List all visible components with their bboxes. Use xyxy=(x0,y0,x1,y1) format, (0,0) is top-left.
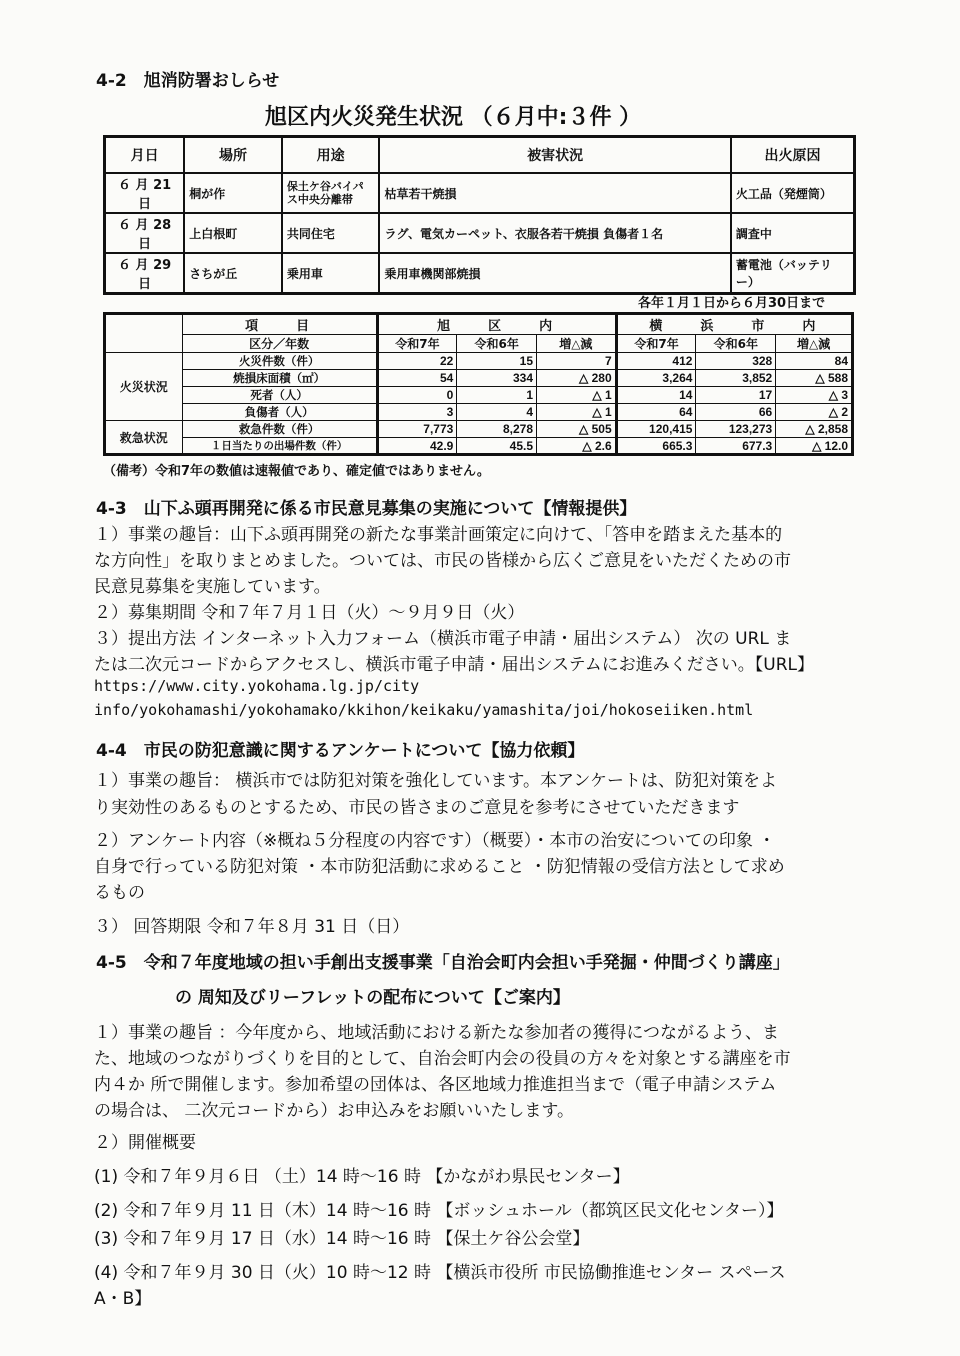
value-cell: △ 280 xyxy=(537,370,617,387)
header-date: 月日 xyxy=(105,137,185,174)
schedule-item: (4) 令和７年９月 30 日（火）10 時～12 時 【横浜市役所 市民協働推進センター スペース xyxy=(94,1263,786,1283)
value-cell: 66 xyxy=(696,404,776,421)
cell-damage: ラグ、電気カーペット、衣服各若干焼損 負傷者１名 xyxy=(379,213,730,253)
row-label: 死者（人） xyxy=(182,387,377,404)
cell-cause: 調査中 xyxy=(731,213,855,253)
table-row xyxy=(105,421,853,438)
section-4-3-heading: 4-3 山下ふ頭再開発に係る市民意見募集の実施について【情報提供】 xyxy=(96,499,637,519)
fire-ems-statistics-table xyxy=(103,312,854,456)
table-row xyxy=(105,213,855,253)
row-label: 焼損床面積（㎡） xyxy=(182,370,377,387)
value-cell: 22 xyxy=(377,353,457,370)
paragraph-line: ２）アンケート内容（※概ね５分程度の内容です）（概要）・本市の治安についての印象 ・ xyxy=(94,831,776,851)
fire-incidents-table xyxy=(103,135,856,295)
value-cell: △ 505 xyxy=(537,421,617,438)
year-header: 増△減 xyxy=(776,335,853,353)
section-4-5-heading: 4-5 令和７年度地域の担い手創出支援事業「自治会町内会担い手発掘・仲間づくり講座」 xyxy=(96,953,790,973)
value-cell: 15 xyxy=(457,353,537,370)
value-cell: 3 xyxy=(377,404,457,421)
value-cell: 3,264 xyxy=(616,370,696,387)
value-cell: 3,852 xyxy=(696,370,776,387)
asahi-group-header: 旭 区 内 xyxy=(377,314,616,335)
schedule-item: (2) 令和７年９月 11 日（木）14 時～16 時 【ボッシュホール（都筑区民文化センター）】 xyxy=(94,1201,784,1221)
value-cell: 8,278 xyxy=(457,421,537,438)
value-cell: 45.5 xyxy=(457,438,537,455)
value-cell: 665.3 xyxy=(616,438,696,455)
value-cell: △ 2,858 xyxy=(776,421,853,438)
row-label: １日当たりの出場件数（件） xyxy=(182,438,377,455)
cell-use: 共同住宅 xyxy=(282,213,380,253)
paragraph-line: ２）募集期間 令和７年７月１日（火）～９月９日（火） xyxy=(94,603,525,623)
url-line[interactable]: https://www.city.yokohama.lg.jp/city xyxy=(94,677,420,695)
cell-use: 乗用車 xyxy=(282,253,380,294)
table-row xyxy=(105,387,853,404)
paragraph-line: 民意見募集を実施しています。 xyxy=(94,577,331,597)
cell-damage: 枯草若干焼損 xyxy=(379,173,730,213)
blank-corner xyxy=(105,314,183,353)
paragraph-line: の場合は、 二次元コードから）お申込みをお願いいたします。 xyxy=(94,1101,575,1121)
cell-place: 上白根町 xyxy=(184,213,282,253)
value-cell: 4 xyxy=(457,404,537,421)
header-place: 場所 xyxy=(184,137,282,174)
value-cell: △ 588 xyxy=(776,370,853,387)
value-cell: 334 xyxy=(457,370,537,387)
paragraph-line: り実効性のあるものとするため、市民の皆さまのご意見を参考にさせていただきます xyxy=(94,798,740,818)
table-row xyxy=(105,353,853,370)
paragraph-line: １）事業の趣旨 ：今年度から、地域活動における新たな参加者の獲得につながるよう、ま xyxy=(94,1023,780,1043)
cell-use: 保土ケ谷バイパス中央分離帯 xyxy=(282,173,380,213)
division-header: 区分／年数 xyxy=(182,335,377,353)
paragraph-line: たは二次元コードからアクセスし、横浜市電子申請・届出システムにお進みください。【URL】 xyxy=(94,655,815,675)
paragraph-line: ３） 回答期限 令和７年８月 31 日（日） xyxy=(94,917,410,937)
header-damage: 被害状況 xyxy=(379,137,730,174)
value-cell: △ 1 xyxy=(537,387,617,404)
url-line[interactable]: info/yokohamashi/yokohamako/kkihon/keikaku/yamashita/joi/hokoseiiken.html xyxy=(94,701,754,719)
section-4-5-heading-cont: の 周知及びリーフレットの配布について【ご案内】 xyxy=(175,988,570,1008)
paragraph-line: 自身で行っている防犯対策 ・本市防犯活動に求めること ・防犯情報の受信方法として求め xyxy=(94,857,785,877)
schedule-item: (1) 令和７年９月６日 （土）14 時～16 時 【かながわ県民センター】 xyxy=(94,1167,630,1187)
row-label: 負傷者（人） xyxy=(182,404,377,421)
table-row xyxy=(105,173,855,213)
cell-place: 桐が作 xyxy=(184,173,282,213)
schedule-item: (3) 令和７年９月 17 日（水）14 時～16 時 【保土ケ谷公会堂】 xyxy=(94,1229,590,1249)
value-cell: 64 xyxy=(616,404,696,421)
value-cell: 14 xyxy=(616,387,696,404)
period-note: 各年１月１日から６月30日まで xyxy=(638,296,826,311)
paragraph-line: た、地域のつながりづくりを目的として、自治会町内会の役員の方々を対象とする講座を市 xyxy=(94,1049,791,1069)
section-4-4-heading: 4-4 市民の防犯意識に関するアンケートについて【協力依頼】 xyxy=(96,741,585,761)
fire-table-header-row xyxy=(105,137,855,174)
cell-date: ６ 月 28 日 xyxy=(105,213,185,253)
category-fire: 火災状況 xyxy=(105,353,183,421)
value-cell: 17 xyxy=(696,387,776,404)
value-cell: 1 xyxy=(457,387,537,404)
paragraph-line: １）事業の趣旨：山下ふ頭再開発の新たな事業計画策定に向けて、「答申を踏まえた基本的 xyxy=(94,525,783,545)
paragraph-line: １）事業の趣旨： 横浜市では防犯対策を強化しています。本アンケートは、防犯対策をよ xyxy=(94,771,778,791)
remark: （備考）令和7年の数値は速報値であり、確定値ではありません。 xyxy=(103,464,490,479)
value-cell: 84 xyxy=(776,353,853,370)
row-label: 救急件数（件） xyxy=(182,421,377,438)
paragraph-line: ３）提出方法 インターネット入力フォーム（横浜市電子申請・届出システム） 次の URL ま xyxy=(94,629,792,649)
year-header: 令和7年 xyxy=(616,335,696,353)
header-use: 用途 xyxy=(282,137,380,174)
cell-date: ６ 月 29 日 xyxy=(105,253,185,294)
value-cell: △ 1 xyxy=(537,404,617,421)
cell-cause: 火工品（発煙筒） xyxy=(731,173,855,213)
table-row xyxy=(105,370,853,387)
value-cell: △ 2.6 xyxy=(537,438,617,455)
category-ems: 救急状況 xyxy=(105,421,183,455)
cell-damage: 乗用車機関部焼損 xyxy=(379,253,730,294)
value-cell: △ 3 xyxy=(776,387,853,404)
paragraph-line: ２）開催概要 xyxy=(94,1133,196,1153)
value-cell: △ 12.0 xyxy=(776,438,853,455)
cell-cause: 蓄電池（バッテリー） xyxy=(731,253,855,294)
paragraph-line: るもの xyxy=(94,883,145,903)
item-header: 項 目 xyxy=(182,314,377,335)
paragraph-line: な方向性」を取りまとめました。ついては、市民の皆様から広くご意見をいただくための市 xyxy=(94,551,791,571)
fire-status-title: 旭区内火災発生状況 （６月中:３件 ） xyxy=(265,105,642,130)
value-cell: 7 xyxy=(537,353,617,370)
value-cell: △ 2 xyxy=(776,404,853,421)
year-header: 令和6年 xyxy=(696,335,776,353)
cell-place: さちが丘 xyxy=(184,253,282,294)
value-cell: 7,773 xyxy=(377,421,457,438)
year-header: 令和6年 xyxy=(457,335,537,353)
header-cause: 出火原因 xyxy=(731,137,855,174)
value-cell: 328 xyxy=(696,353,776,370)
value-cell: 123,273 xyxy=(696,421,776,438)
cell-date: ６ 月 21 日 xyxy=(105,173,185,213)
schedule-item-cont: A・B】 xyxy=(94,1289,152,1309)
value-cell: 0 xyxy=(377,387,457,404)
row-label: 火災件数（件） xyxy=(182,353,377,370)
yokohama-group-header: 横 浜 市 内 xyxy=(616,314,852,335)
value-cell: 412 xyxy=(616,353,696,370)
table-row xyxy=(105,438,853,455)
table-row xyxy=(105,253,855,294)
value-cell: 42.9 xyxy=(377,438,457,455)
value-cell: 54 xyxy=(377,370,457,387)
value-cell: 120,415 xyxy=(616,421,696,438)
value-cell: 677.3 xyxy=(696,438,776,455)
table-row xyxy=(105,404,853,421)
section-4-2-heading: 4-2 旭消防署おしらせ xyxy=(96,71,280,91)
year-header: 増△減 xyxy=(537,335,617,353)
paragraph-line: 内４か 所で開催します。参加希望の団体は、各区地域力推進担当まで（電子申請システム xyxy=(94,1075,777,1095)
year-header: 令和7年 xyxy=(377,335,457,353)
